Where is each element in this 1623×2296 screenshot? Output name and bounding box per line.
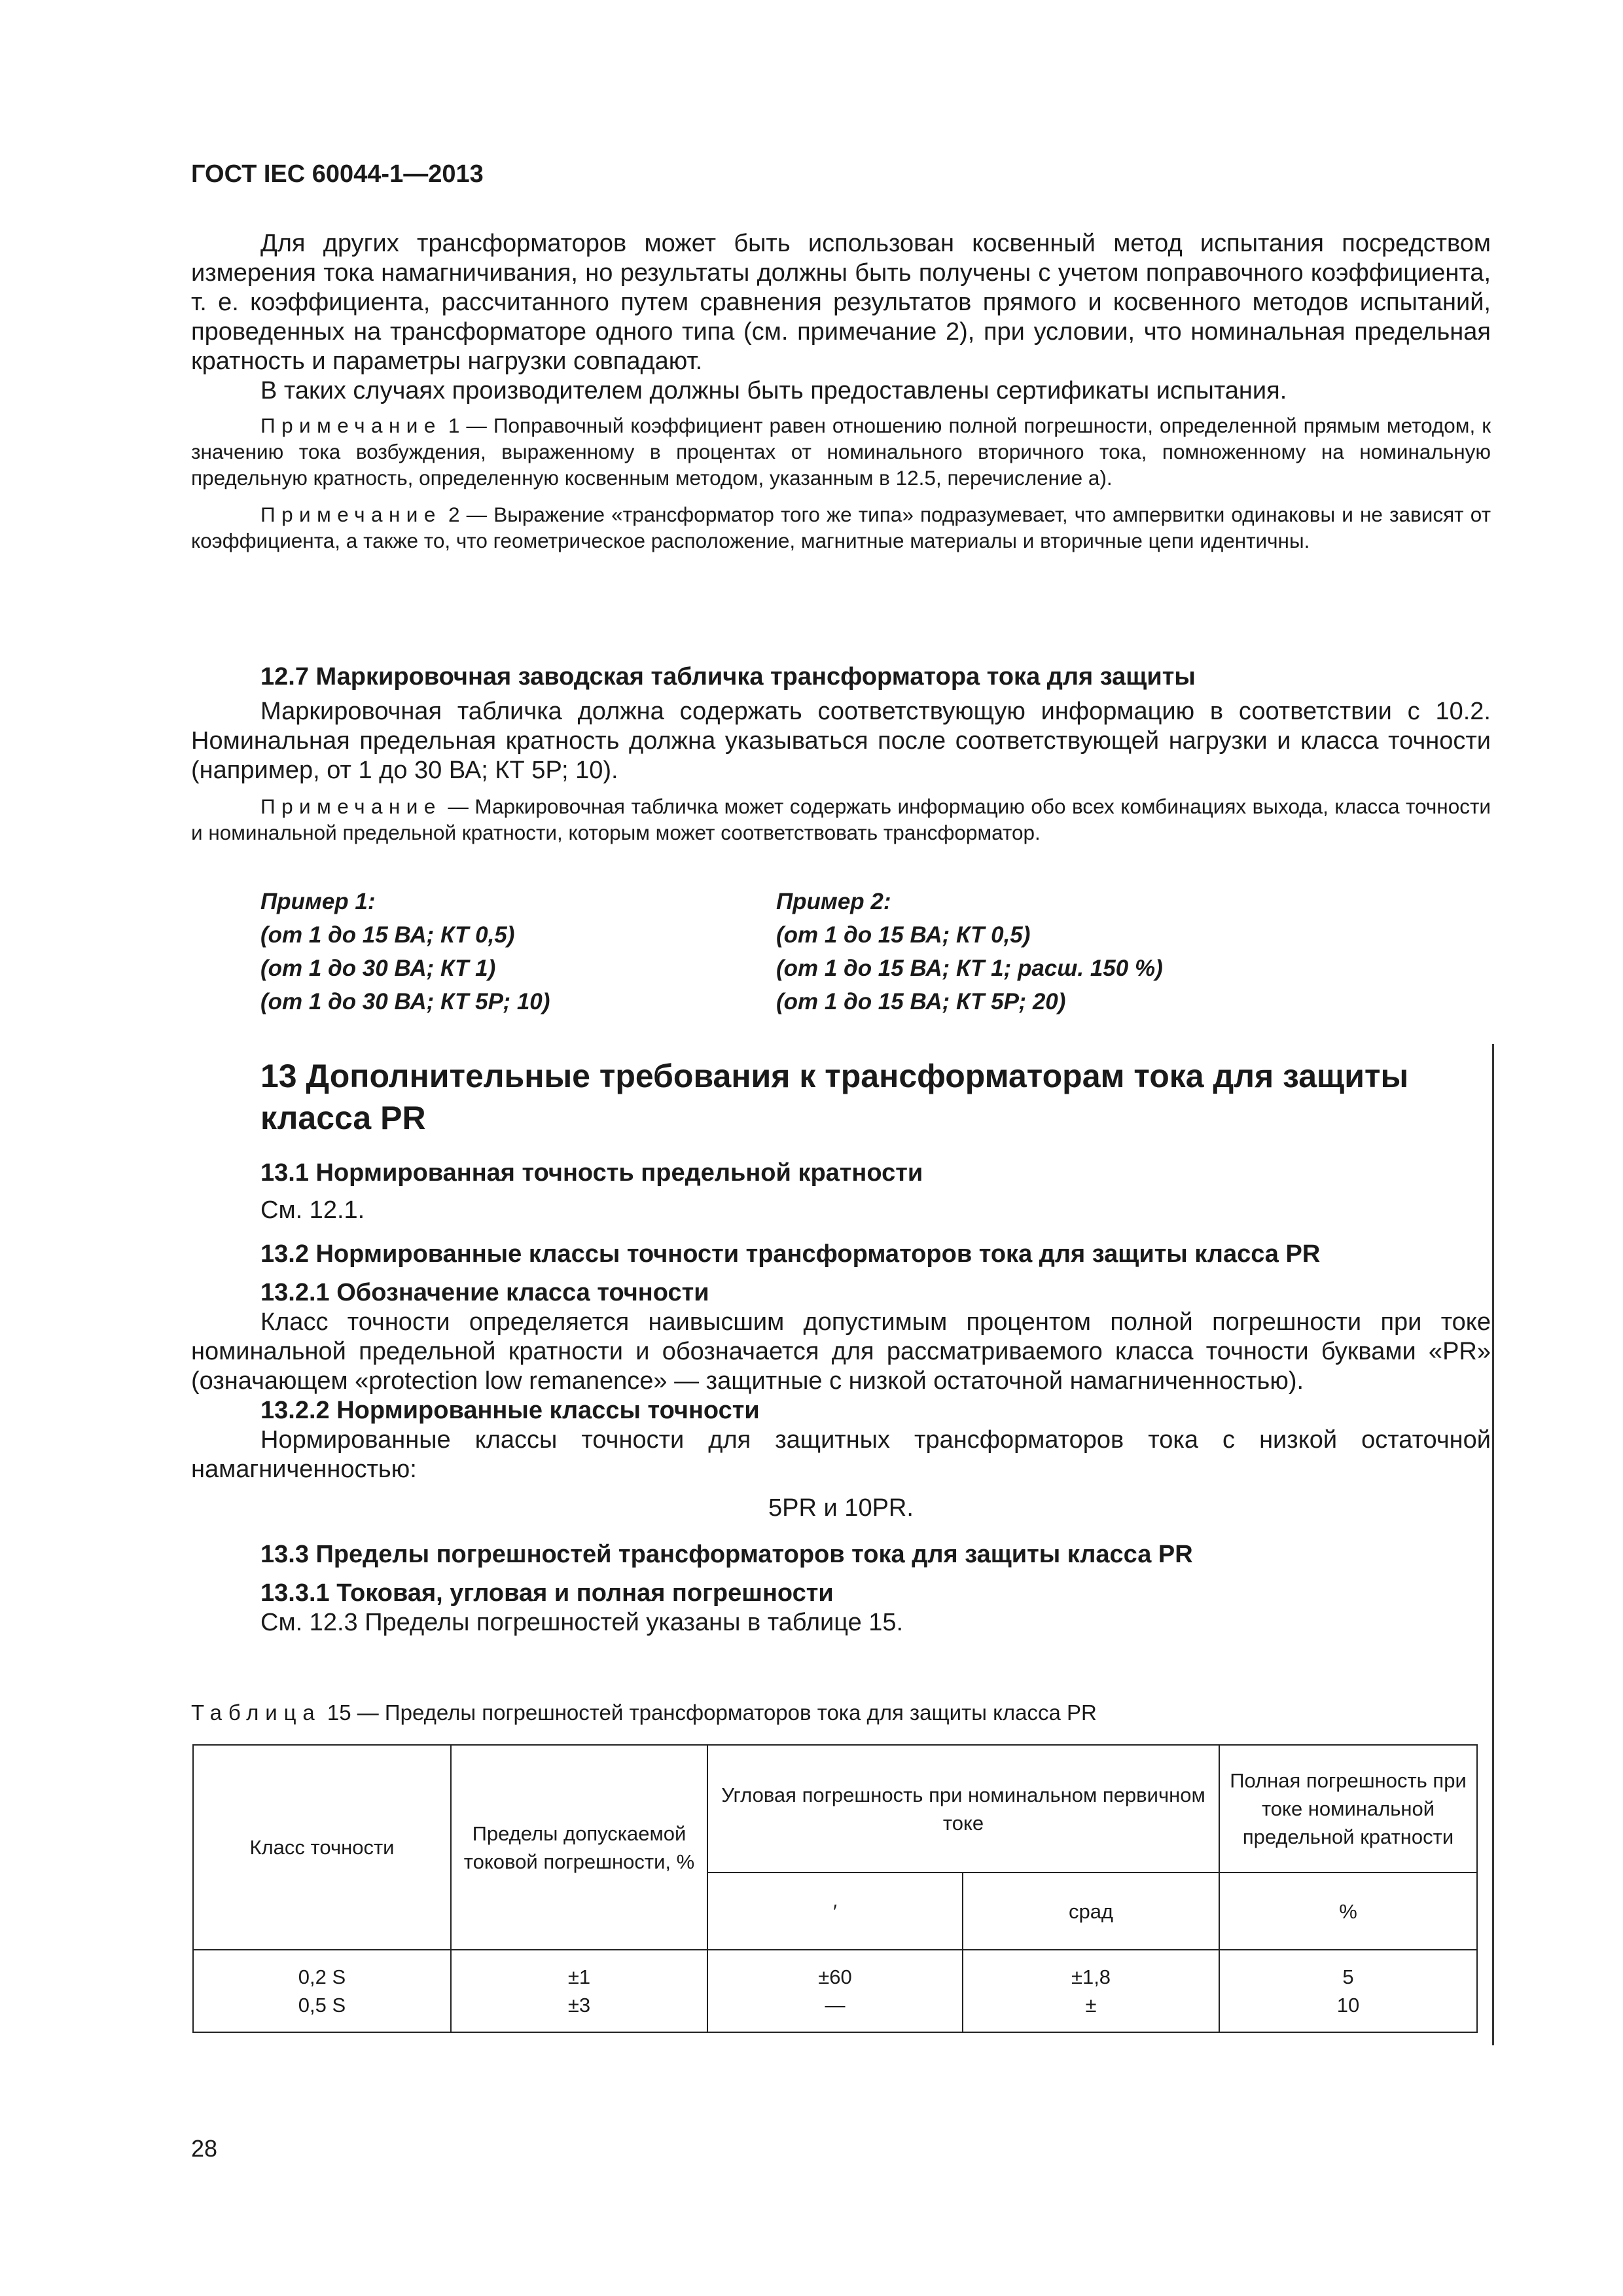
section-13-2-2-text: Нормированные классы точности для защитных трансформаторов тока с низкой остаточной намагниченностью:	[191, 1426, 1491, 1483]
section-13-1-text: См. 12.1.	[260, 1196, 365, 1224]
section-12-7	[191, 662, 1491, 846]
page-number: 28	[191, 2135, 218, 2162]
table-cell-current-error: ±1 ±3	[451, 1950, 707, 2032]
section-13-2-2-formula: 5PR и 10PR.	[768, 1494, 914, 1522]
section-13-2-1-heading: 13.2.1 Обозначение класса точности	[260, 1279, 709, 1306]
note-1-label: Примечание	[260, 414, 442, 437]
change-bar	[1492, 1044, 1494, 2045]
table-cell-class: 0,2 S 0,5 S	[193, 1950, 451, 2032]
example-1-line: (от 1 до 30 ВА; КТ 1)	[260, 956, 496, 981]
header-total-error: Полная погрешность при токе номинальной предельной кратности	[1219, 1745, 1477, 1873]
example-2-line: Пример 2:	[776, 889, 891, 914]
example-1	[260, 885, 550, 1018]
note-2-label: Примечание	[260, 503, 442, 526]
example-2-line: (от 1 до 15 ВА; КТ 5Р; 20)	[776, 989, 1066, 1014]
section-13-2-1-text: Класс точности определяется наивысшим допустимым процентом полной погрешности при токе номинальной предельной кратности и обозначается для рассматриваемого класса точности буквами «PR» (означающем «protection low remanence» — защитные с низкой остаточной намагниченностью).	[191, 1308, 1491, 1395]
section-13-3-1-heading: 13.3.1 Токовая, угловая и полная погрешности	[260, 1579, 834, 1607]
table-15	[192, 1744, 1478, 2033]
section-13-body	[191, 1158, 1491, 1638]
table-cell-angle-crad: ±1,8 ±	[963, 1950, 1219, 2032]
header-unit-percent: %	[1219, 1873, 1477, 1950]
example-2	[776, 885, 1163, 1018]
header-unit-minutes: ′	[707, 1873, 963, 1950]
intro-paragraph-2: В таких случаях производителем должны быть предоставлены сертификаты испытания.	[260, 377, 1287, 404]
table-cell-total-error: 5 10	[1219, 1950, 1477, 2032]
section-13-1-heading: 13.1 Нормированная точность предельной кратности	[260, 1159, 923, 1187]
section-12-7-paragraph: Маркировочная табличка должна содержать соответствующую информацию в соответствии с 10.2. Номинальная предельная кратность должна указываться после соответствующей нагрузки и класса точности (например, от 1 до 30 ВА; КТ 5Р; 10).	[191, 698, 1491, 784]
table-cell-angle-min: ±60 —	[707, 1950, 963, 2032]
section-12-7-note	[191, 793, 1491, 846]
note-1-text: 1 — Поправочный коэффициент равен отношению полной погрешности, определенной прямым методом, к значению тока возбуждения, выраженному в процентах от номинального вторичного тока, помноженному на номинальную предельную кратность, определенную косвенным методом, указанным в 12.5, перечисление а).	[191, 414, 1491, 490]
section-12-7-note-text: — Маркировочная табличка может содержать информацию обо всех комбинациях выхода, класса точности и номинальной предельной кратности, которым может соответствовать трансформатор.	[191, 795, 1491, 844]
intro-paragraph-1: Для других трансформаторов может быть использован косвенный метод испытания посредством измерения тока намагничивания, но результаты должны быть получены с учетом поправочного коэффициента, т. е. коэффициента, рассчитанного путем сравнения результатов прямого и косвенного методов испытаний, проведенных на трансформаторе одного типа (см. примечание 2), при условии, что номинальная предельная кратность и параметры нагрузки совпадают.	[191, 230, 1491, 375]
table-caption-text: 15 — Пределы погрешностей трансформаторов тока для защиты класса PR	[321, 1700, 1097, 1725]
header-unit-crad: срад	[963, 1873, 1219, 1950]
section-13-2-heading: 13.2 Нормированные классы точности трансформаторов тока для защиты класса PR	[260, 1240, 1321, 1268]
section-13-3-heading: 13.3 Пределы погрешностей трансформаторов тока для защиты класса PR	[260, 1541, 1193, 1568]
document-header: ГОСТ IEC 60044-1—2013	[191, 160, 484, 188]
table-caption-label: Таблица	[191, 1700, 321, 1725]
section-13-2-2-heading: 13.2.2 Нормированные классы точности	[260, 1397, 760, 1424]
example-2-line: (от 1 до 15 ВА; КТ 1; расш. 150 %)	[776, 956, 1163, 981]
intro-section	[191, 229, 1491, 554]
header-current-error: Пределы допускаемой токовой погрешности, %	[451, 1745, 707, 1950]
example-1-line: (от 1 до 30 ВА; КТ 5Р; 10)	[260, 989, 550, 1014]
header-class: Класс точности	[193, 1745, 451, 1950]
example-1-line: (от 1 до 15 ВА; КТ 0,5)	[260, 922, 515, 948]
example-1-line: Пример 1:	[260, 889, 376, 914]
note-2-text: 2 — Выражение «трансформатор того же типа» подразумевает, что ампервитки одинаковы и не зависят от коэффициента, а также то, что геометрическое расположение, магнитные материалы и вторичные цепи идентичны.	[191, 503, 1491, 552]
table-caption	[191, 1700, 1097, 1725]
section-13	[260, 1055, 1452, 1139]
note-1	[191, 412, 1491, 491]
section-13-heading: 13 Дополнительные требования к трансформаторам тока для защиты класса PR	[260, 1058, 1409, 1136]
header-angle-error: Угловая погрешность при номинальном первичном токе	[707, 1745, 1219, 1873]
section-12-7-heading: 12.7 Маркировочная заводская табличка трансформатора тока для защиты	[260, 663, 1196, 691]
example-2-line: (от 1 до 15 ВА; КТ 0,5)	[776, 922, 1031, 948]
section-12-7-note-label: Примечание	[260, 795, 442, 818]
note-2	[191, 501, 1491, 554]
section-13-3-1-text: См. 12.3 Пределы погрешностей указаны в таблице 15.	[260, 1609, 904, 1636]
